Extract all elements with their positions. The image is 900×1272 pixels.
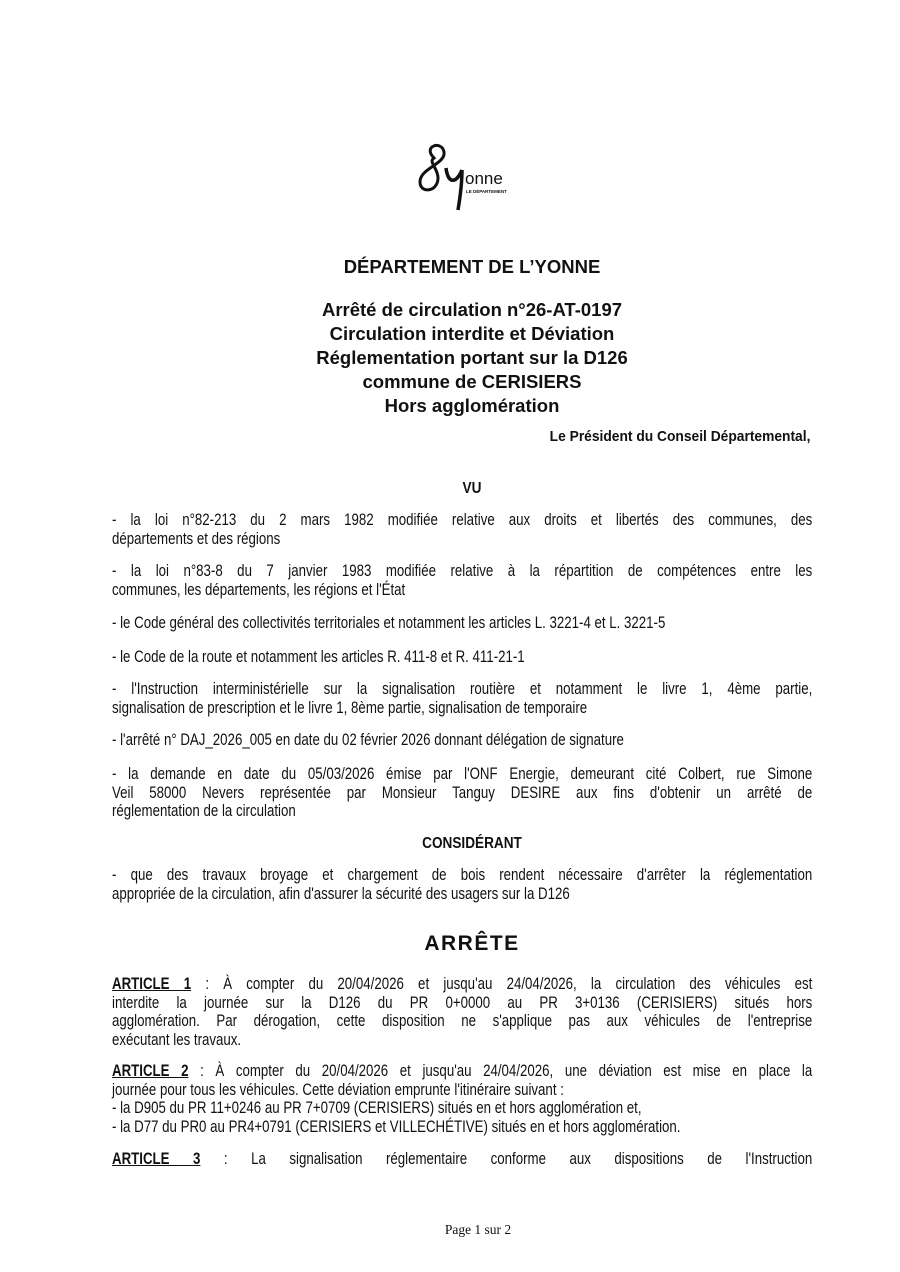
text-line: - le Code général des collectivités territoriales et notamment les articles L. 3221-4 et L. 3221-5 xyxy=(112,614,666,632)
article-label: ARTICLE 1 xyxy=(112,975,192,993)
vu-item xyxy=(112,765,812,821)
text-line: - la D905 du PR 11+0246 au PR 7+0709 (CERISIERS) situés en et hors agglomération et, xyxy=(112,1099,642,1118)
article-label: ARTICLE 3 xyxy=(112,1150,201,1168)
title-line: commune de CERISIERS xyxy=(362,371,582,392)
vu-item xyxy=(112,648,812,667)
text-line: : À compter du 20/04/2026 et jusqu'au 24/04/2026, la circulation des véhicules est xyxy=(191,975,813,993)
arrete-heading: ARRÊTE xyxy=(424,932,520,955)
text-line: réglementation de la circulation xyxy=(112,802,296,821)
text-line: - que des travaux broyage et chargement de bois rendent nécessaire d'arrêter la réglementation xyxy=(112,866,813,884)
title-line: Hors agglomération xyxy=(384,395,560,416)
considerant-item xyxy=(112,866,812,903)
text-line: journée pour tous les véhicules. Cette déviation emprunte l'itinéraire suivant : xyxy=(112,1080,564,1099)
text-line: appropriée de la circulation, afin d'assurer la sécurité des usagers sur la D126 xyxy=(112,884,570,903)
page-number: Page 1 sur 2 xyxy=(444,1222,512,1237)
vu-heading: VU xyxy=(462,480,482,497)
article-3 xyxy=(112,1150,812,1169)
order-title xyxy=(22,298,900,418)
yonne-logo xyxy=(412,138,522,218)
svg-text:onne: onne xyxy=(465,169,503,188)
signatory: Le Président du Conseil Départemental, xyxy=(549,428,810,445)
text-line: exécutant les travaux. xyxy=(112,1031,242,1050)
department-heading: DÉPARTEMENT DE L’YONNE xyxy=(343,256,601,277)
text-line: - la loi n°82-213 du 2 mars 1982 modifiée relative aux droits et libertés des communes, des xyxy=(112,511,813,529)
title-line: Arrêté de circulation n°26-AT-0197 xyxy=(321,299,623,320)
text-line: Veil 58000 Nevers représentée par Monsieur Tanguy DESIRE aux fins d'obtenir un arrêté de xyxy=(112,783,813,802)
vu-item xyxy=(112,731,812,750)
text-line: - l'Instruction interministérielle sur la signalisation routière et notamment le livre 1, 4ème partie, xyxy=(112,680,813,698)
text-line: : La signalisation réglementaire conforme aux dispositions de l'Instruction xyxy=(200,1150,813,1168)
text-line: - le Code de la route et notamment les articles R. 411-8 et R. 411-21-1 xyxy=(112,648,525,666)
vu-item xyxy=(112,614,812,633)
vu-item xyxy=(112,562,812,599)
text-line: - la demande en date du 05/03/2026 émise par l'ONF Energie, demeurant cité Colbert, rue Simone xyxy=(112,765,813,783)
text-line: interdite la journée sur la D126 du PR 0+0000 au PR 3+0136 (CERISIERS) situés hors xyxy=(112,993,813,1012)
article-label: ARTICLE 2 xyxy=(112,1062,189,1080)
article-2 xyxy=(112,1062,812,1137)
considerant-heading: CONSIDÉRANT xyxy=(422,835,522,852)
vu-item xyxy=(112,680,812,717)
text-line: signalisation de prescription et le livre 1, 8ème partie, signalisation de temporaire xyxy=(112,698,588,717)
text-line: : À compter du 20/04/2026 et jusqu'au 24/04/2026, une déviation est mise en place la xyxy=(188,1062,813,1080)
text-line: - la D77 du PR0 au PR4+0791 (CERISIERS et VILLECHÉTIVE) situés en et hors agglomération. xyxy=(112,1118,681,1137)
text-line: agglomération. Par dérogation, cette disposition ne s'applique pas aux véhicules de l'entreprise xyxy=(112,1012,813,1031)
title-line: Réglementation portant sur la D126 xyxy=(316,347,628,368)
vu-item xyxy=(112,511,812,548)
text-line: - l'arrêté n° DAJ_2026_005 en date du 02 février 2026 donnant délégation de signature xyxy=(112,731,624,749)
text-line: communes, les départements, les régions et l'État xyxy=(112,580,406,599)
text-line: départements et des régions xyxy=(112,529,281,548)
svg-text:LE DÉPARTEMENT: LE DÉPARTEMENT xyxy=(466,189,507,194)
article-1 xyxy=(112,975,812,1050)
title-line: Circulation interdite et Déviation xyxy=(329,323,615,344)
text-line: - la loi n°83-8 du 7 janvier 1983 modifiée relative à la répartition de compétences entre les xyxy=(112,562,813,580)
